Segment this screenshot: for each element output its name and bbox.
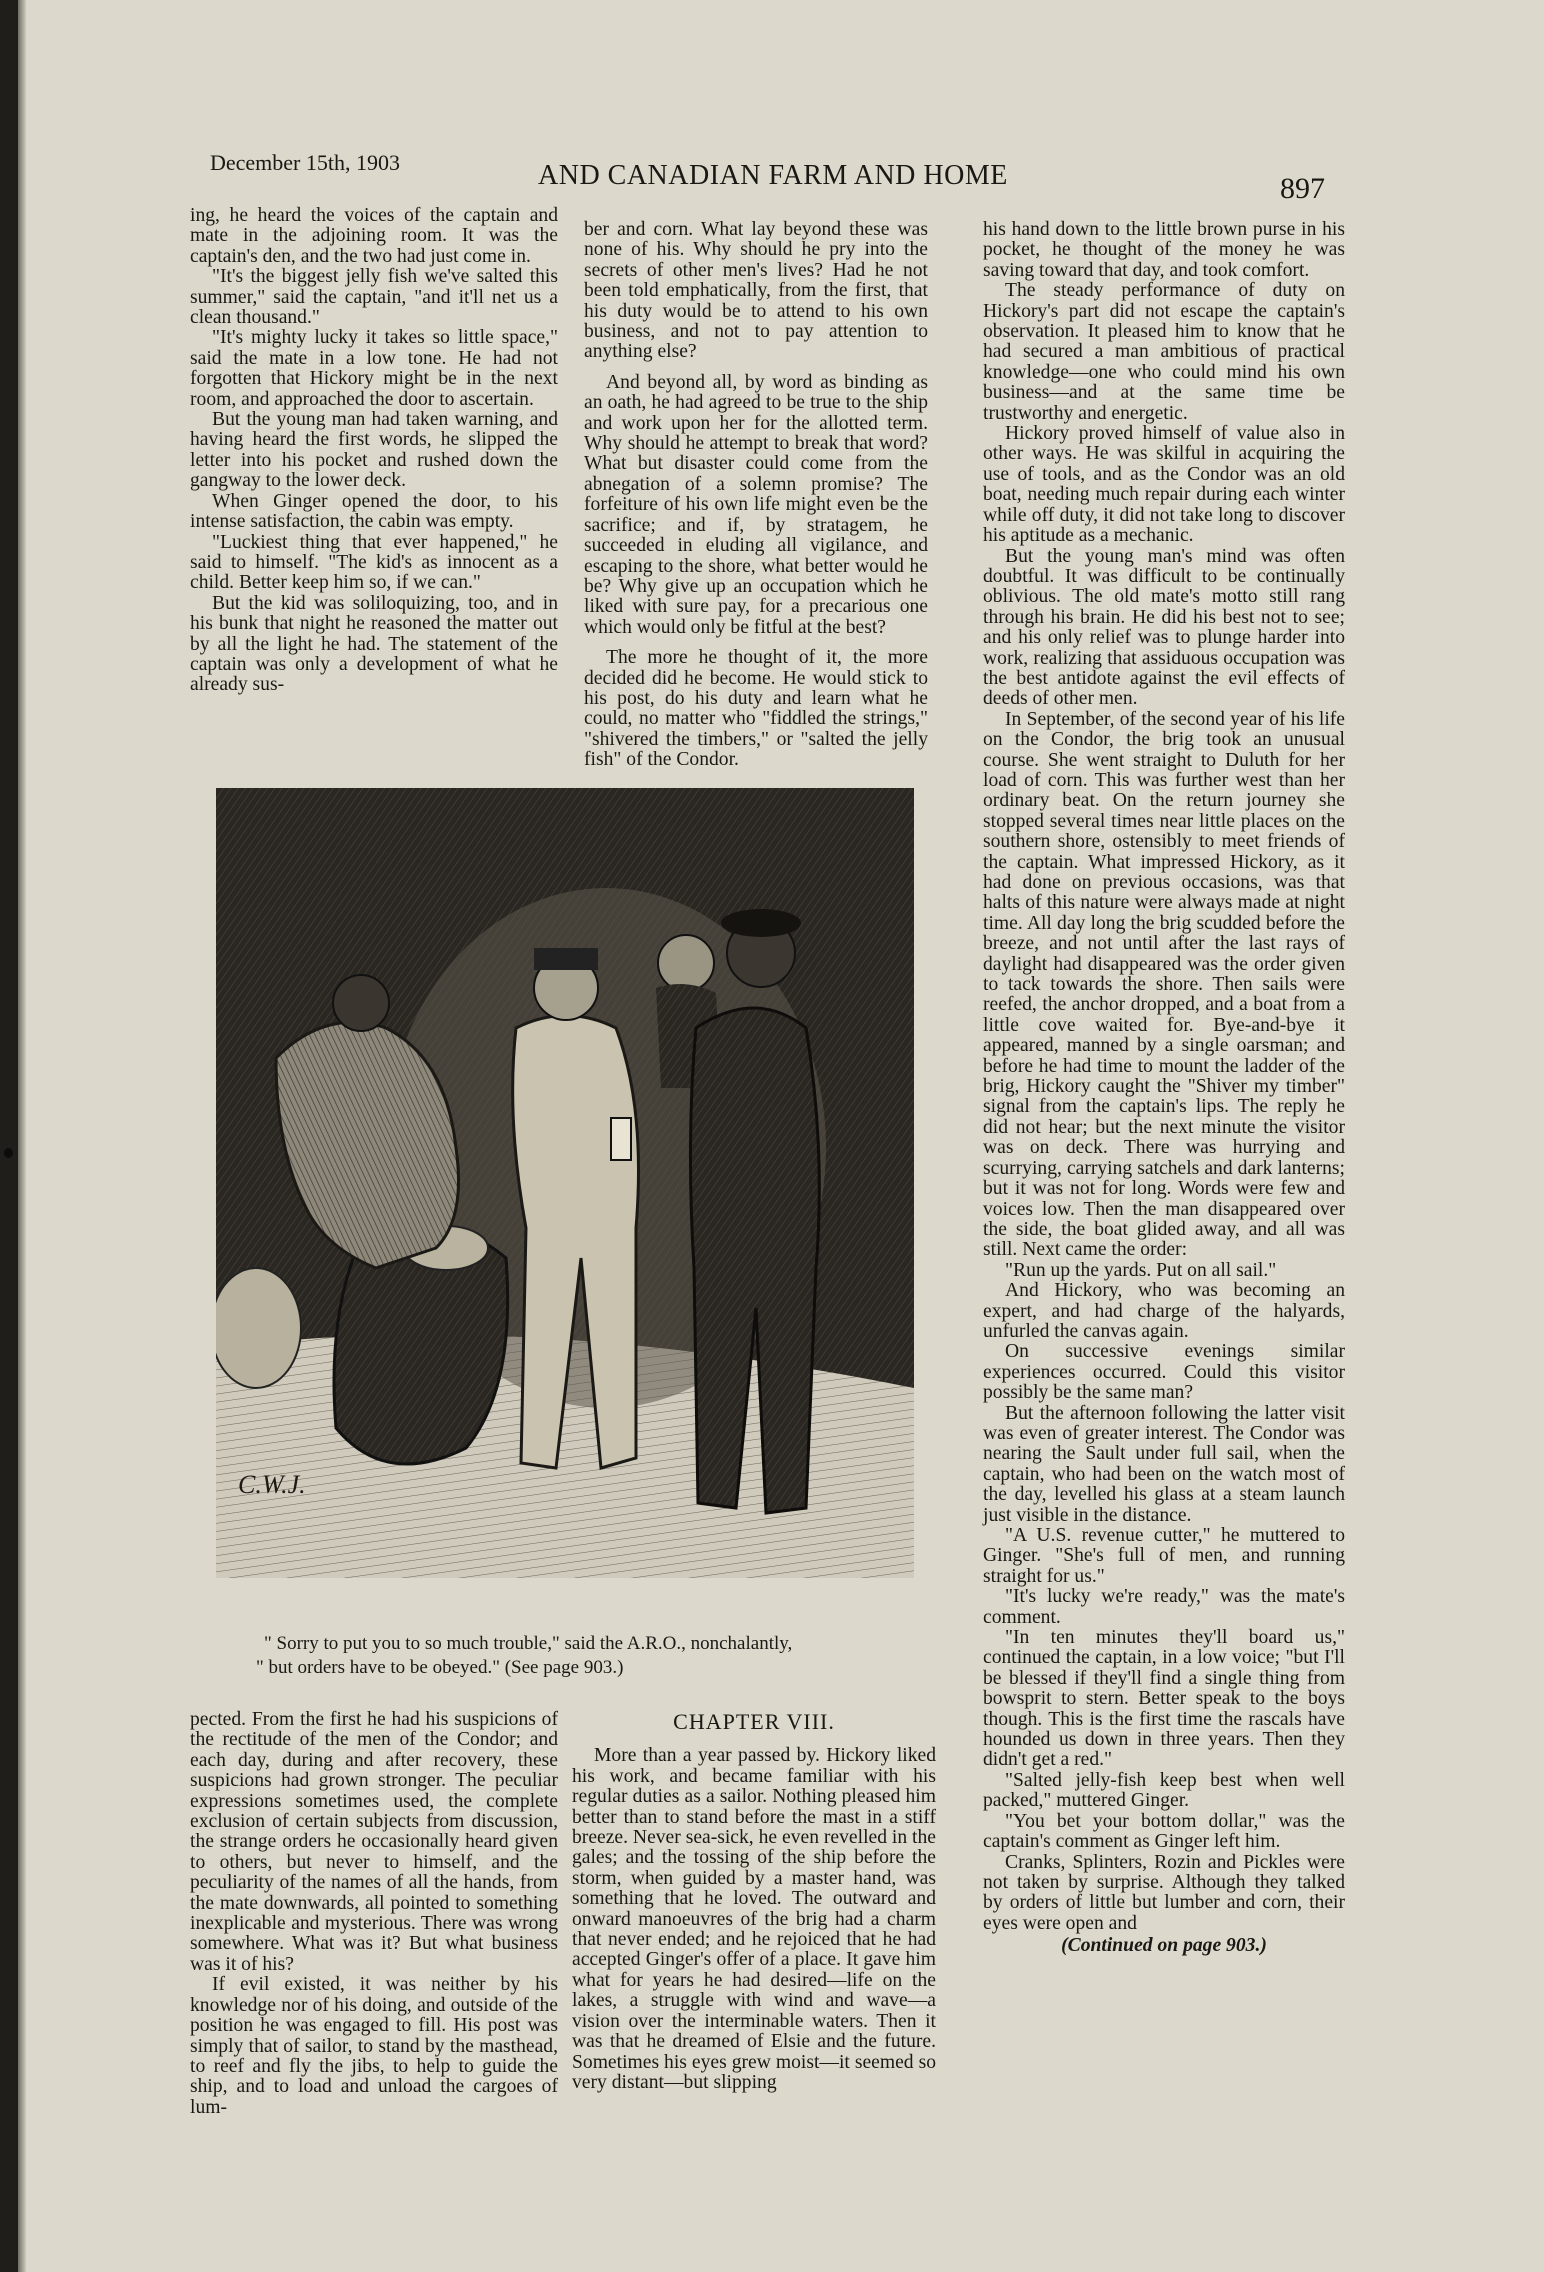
officer-cap — [534, 948, 598, 970]
paragraph: ing, he heard the voices of the captain and mate in the adjoining room. It was the captain's den, and the two had just come in. — [190, 205, 558, 267]
paragraph: "Run up the yards. Put on all sail." — [1005, 1259, 1277, 1281]
paragraph: More than a year passed by. Hickory liked his work, and became familiar with his regular duties as a sailor. Nothing pleased him better than to stand before the mast in a stiff breeze. Never sea-sick, he even revelled in the gales; and the tossing of the ship before the storm, when guided by a master hand, was something that he loved. The outward and onward manoeuvres of the brig had a charm that never ended; and he rejoiced that he had accepted Ginger's offer of a place. It gave him what for years he had desired—life on the lakes, a struggle with wind and wave—a vision over the interminable waters. Then it was that he dreamed of Elsie and the future. Sometimes his eyes grew moist—it seemed so very distant—but slipping — [572, 1745, 936, 2093]
paragraph: On successive evenings similar experiences occurred. Could this visitor possibly be the same man? — [983, 1341, 1345, 1404]
caption-line: " but orders have to be obeyed." (See page 903.) — [256, 1657, 624, 1678]
text-column-2 — [584, 220, 928, 771]
paragraph: ber and corn. What lay beyond these was none of his. Why should he pry into the secrets of other men's lives? Had he not been told emphatically, from the first, that his duty would be to attend to his own business, and not to pay attention to anything else? — [584, 219, 928, 363]
continued-note: (Continued on page 903.) — [1061, 1935, 1267, 1957]
paragraph: "You bet your bottom dollar," was the captain's comment as Ginger left him. — [983, 1810, 1345, 1853]
chapter-heading: CHAPTER VIII. — [673, 1709, 835, 1734]
paragraph: pected. From the first he had his suspicions of the rectitude of the men of the Condor; and each day, during and after recovery, these suspicions had grown stronger. The peculiar expressions sometimes used, the complete exclusion of certain subjects from discussion, the strange orders he occasionally heard given to others, but never to himself, and the peculiarity of the names of all the hands, from the mate downwards, all pointed to something inexplicable and mysterious. There was wrong somewhere. What was it? But what business was it of his? — [190, 1709, 558, 1975]
paragraph: And beyond all, by word as binding as an oath, he had agreed to be true to the ship and work upon her for the allotted term. Why should he attempt to break that word? What but disaster could come from the abnegation of a solemn promise? The forfeiture of his own life might even be the sacrifice; and if, by stratagem, he succeeded in eluding all vigilance, and escaping to the shore, what better would he be? Why give up an occupation which he liked with sure pay, for a precarious one which would only be fitful at the best? — [584, 371, 928, 638]
paragraph: But the young man had taken warning, and having heard the first words, he slipped the letter into his pocket and rushed down the gangway to the lower deck. — [190, 409, 558, 492]
barrel — [216, 1268, 301, 1388]
paragraph: When Ginger opened the door, to his intense satisfaction, the cabin was empty. — [190, 490, 558, 533]
paragraph: But the young man's mind was often doubtful. It was difficult to be continually oblivious. The old mate's motto still rang through his brain. He did his best not to see; and his only relief was to plunge harder into work, realizing that assiduous occupation was the best antidote against the evil effects of deeds of other men. — [983, 545, 1345, 710]
issue-date: December 15th, 1903 — [210, 150, 400, 175]
paragraph: Hickory proved himself of value also in other ways. He was skilful in acquiring the use of tools, and as the Condor was an old boat, needing much repair during each winter while off duty, it did not take long to discover his aptitude as a mechanic. — [983, 423, 1345, 547]
engraving-illustration — [216, 788, 914, 1578]
paragraph: The steady performance of duty on Hickory's part did not escape the captain's observation. It pleased him to know that he had secured a man ambitious of practical knowledge—one who could mind his own business—and at the same time be trustworthy and energetic. — [983, 280, 1345, 424]
binding-hole — [4, 1148, 13, 1158]
woman-head — [658, 935, 714, 991]
bowler-hat — [721, 909, 801, 937]
paragraph: "Salted jelly-fish keep best when well packed," muttered Ginger. — [983, 1769, 1345, 1812]
paragraph: And Hickory, who was becoming an expert, and had charge of the halyards, unfurled the canvas again. — [983, 1280, 1345, 1342]
paragraph: "Luckiest thing that ever happened," he said to himself. "The kid's as innocent as a child. Better keep him so, if we can." — [190, 531, 558, 594]
magazine-page — [18, 0, 1544, 2272]
text-column-3 — [983, 220, 1345, 1957]
paragraph: If evil existed, it was neither by his knowledge nor of his doing, and outside of the position he was engaged to fill. His post was simply that of sailor, to stand by the masthead, to reef and fly the jibs, to help to guide the ship, and to load and unload the cargoes of lum- — [190, 1974, 558, 2118]
paragraph: "A U.S. revenue cutter," he muttered to Ginger. "She's full of men, and running straight for us." — [983, 1525, 1345, 1587]
illustration-caption — [238, 1632, 958, 1680]
text-column-1 — [190, 206, 558, 696]
lantern — [611, 1118, 631, 1160]
paragraph: "In ten minutes they'll board us," continued the captain, in a low voice; "but I'll be blessed if they'll find a single thing from bowsprit to stern. Better speak to the boys though. This is the first time the rascals have hounded us down in three years. Then they didn't get a red." — [983, 1627, 1345, 1771]
paragraph: "It's lucky we're ready," was the mate's comment. — [983, 1586, 1345, 1628]
paragraph: But the afternoon following the latter visit was even of greater interest. The Condor was nearing the Sault under full sail, when the captain, who had been on the watch most of the day, levelled his glass at a steam launch just visible in the distance. — [983, 1402, 1345, 1526]
paragraph: In September, of the second year of his life on the Condor, the brig took an unusual course. She went straight to Duluth for her load of corn. This was further west than her ordinary beat. On the return journey she stopped several times near little places on the southern shore, ostensibly to meet friends of the captain. What impressed Hickory, as it had done on previous occasions, was that halts of this nature were always made at night time. All day long the brig scudded before the breeze, and not until after the last rays of daylight had disappeared was the order given to tack towards the shore. Then sails were reefed, the anchor dropped, and a boat from a little cove waited for. Bye-and-bye it appeared, manned by a single oarsman; and before he had time to mount the ladder of the brig, Hickory caught the "Shiver my timber" signal from the captain's lips. The reply he did not hear; but the next minute the visitor was on deck. There was hurrying and scurrying, carrying satchels and dark lanterns; but it was not for long. Words were few and voices low. Then the man disappeared over the side, the boat glided away, and all was still. Next came the order: — [983, 708, 1345, 1261]
running-title: AND CANADIAN FARM AND HOME — [538, 160, 1008, 191]
artist-signature: C.W.J. — [238, 1470, 306, 1499]
paragraph: The more he thought of it, the more decided did he become. He would stick to his post, do his duty and learn what he could, no matter who "fiddled the strings," "shivered the timbers," or "salted the jelly fish" of the Condor. — [584, 647, 928, 771]
paragraph: "It's mighty lucky it takes so little space," said the mate in a low tone. He had not forgotten that Hickory might be in the next room, and approached the door to ascertain. — [190, 327, 558, 410]
text-column-4 — [190, 1710, 558, 2118]
paragraph: Cranks, Splinters, Rozin and Pickles were not taken by surprise. Although they talked by orders of little but lumber and corn, their eyes were open and — [983, 1851, 1345, 1934]
text-column-5 — [572, 1709, 936, 2093]
caption-line: " Sorry to put you to so much trouble," said the A.R.O., nonchalantly, — [264, 1633, 793, 1654]
paragraph: his hand down to the little brown purse in his pocket, he thought of the money he was saving toward that day, and took comfort. — [983, 219, 1345, 281]
page-number: 897 — [1280, 172, 1325, 205]
paragraph: "It's the biggest jelly fish we've salted this summer," said the captain, "and it'll net us a clean thousand." — [190, 266, 558, 329]
paragraph: But the kid was soliloquizing, too, and in his bunk that night he reasoned the matter out by all the light he had. The statement of the captain was only a development of what he already sus- — [190, 592, 558, 696]
crouching-man-head — [333, 975, 389, 1031]
